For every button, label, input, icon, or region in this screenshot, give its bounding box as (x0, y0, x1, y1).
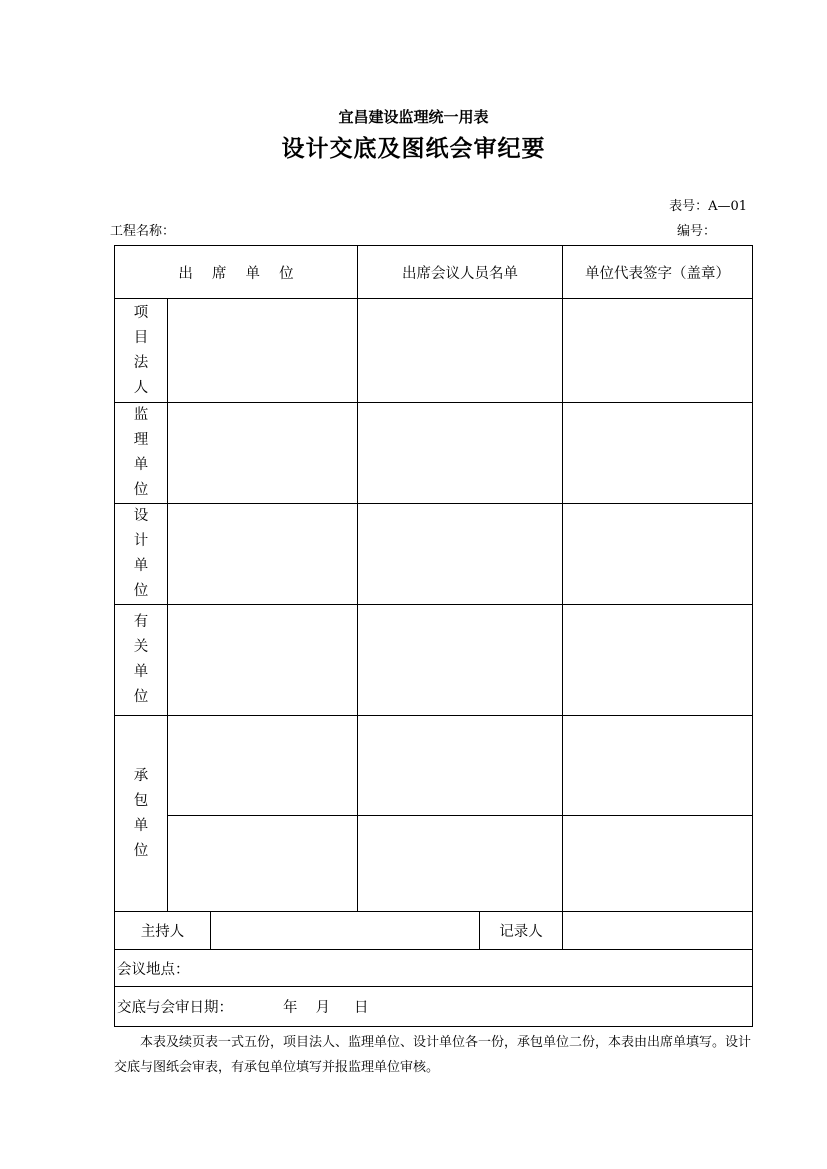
date-day-label: 日 (354, 1000, 369, 1016)
attendees-cell[interactable] (358, 605, 563, 716)
signature-cell[interactable] (563, 299, 753, 403)
row-label-project-owner: 项 目 法 人 (115, 299, 168, 403)
unit-cell[interactable] (168, 716, 358, 816)
host-value[interactable] (211, 912, 480, 950)
column-header-unit: 出 席 单 位 (115, 246, 358, 299)
meeting-date-label: 交底与会审日期： (117, 1000, 233, 1016)
attendees-cell[interactable] (358, 816, 563, 912)
table-row-location (115, 950, 753, 987)
column-header-signature: 单位代表签字（盖章） (563, 246, 753, 299)
host-label: 主持人 (115, 912, 211, 950)
unit-cell[interactable] (168, 605, 358, 716)
footnote: 本表及续页表一式五份，项目法人、监理单位、设计单位各一份，承包单位二份，本表由出席单填写。设计交底与图纸会审表，有承包单位填写并报监理单位审核。 (114, 1035, 752, 1075)
attendees-cell[interactable] (358, 403, 563, 504)
column-header-attendees: 出席会议人员名单 (358, 246, 563, 299)
attendees-cell[interactable] (358, 504, 563, 605)
form-number: 表号：A—01 (669, 199, 747, 214)
project-name-label: 工程名称： (110, 224, 176, 239)
unit-cell[interactable] (168, 504, 358, 605)
unit-cell[interactable] (168, 299, 358, 403)
signature-cell[interactable] (563, 504, 753, 605)
table-header-row (115, 246, 753, 299)
row-label-contractor: 承 包 单 位 (115, 716, 168, 912)
row-label-designer: 设 计 单 位 (115, 504, 168, 605)
table-row-supervisor (115, 403, 753, 504)
table-row-contractor (115, 716, 753, 816)
serial-number-label: 编号： (677, 224, 717, 239)
table-row-date (115, 987, 753, 1027)
signature-cell[interactable] (563, 716, 753, 816)
table-row-designer (115, 504, 753, 605)
meeting-location-field[interactable] (115, 950, 753, 987)
attendees-cell[interactable] (358, 299, 563, 403)
unit-cell[interactable] (168, 403, 358, 504)
signature-cell[interactable] (563, 816, 753, 912)
meeting-date-field[interactable] (115, 987, 753, 1027)
recorder-value[interactable] (563, 912, 753, 950)
attendees-cell[interactable] (358, 716, 563, 816)
unit-cell[interactable] (168, 816, 358, 912)
date-month-label: 月 (315, 1000, 330, 1016)
recorder-label: 记录人 (480, 912, 563, 950)
form-series-subtitle: 宜昌建设监理统一用表 (338, 108, 489, 126)
date-year-label: 年 (283, 1000, 298, 1016)
row-label-related: 有 关 单 位 (115, 605, 168, 716)
signature-cell[interactable] (563, 605, 753, 716)
meeting-location-label: 会议地点： (117, 961, 190, 978)
row-label-supervisor: 监 理 单 位 (115, 403, 168, 504)
page-title: 设计交底及图纸会审纪要 (281, 135, 546, 162)
table-row-related (115, 605, 753, 716)
attendance-table (114, 245, 753, 1027)
table-row-project-owner (115, 299, 753, 403)
table-row-contractor-2 (115, 816, 753, 912)
signature-cell[interactable] (563, 403, 753, 504)
table-row-host-recorder (115, 912, 753, 950)
